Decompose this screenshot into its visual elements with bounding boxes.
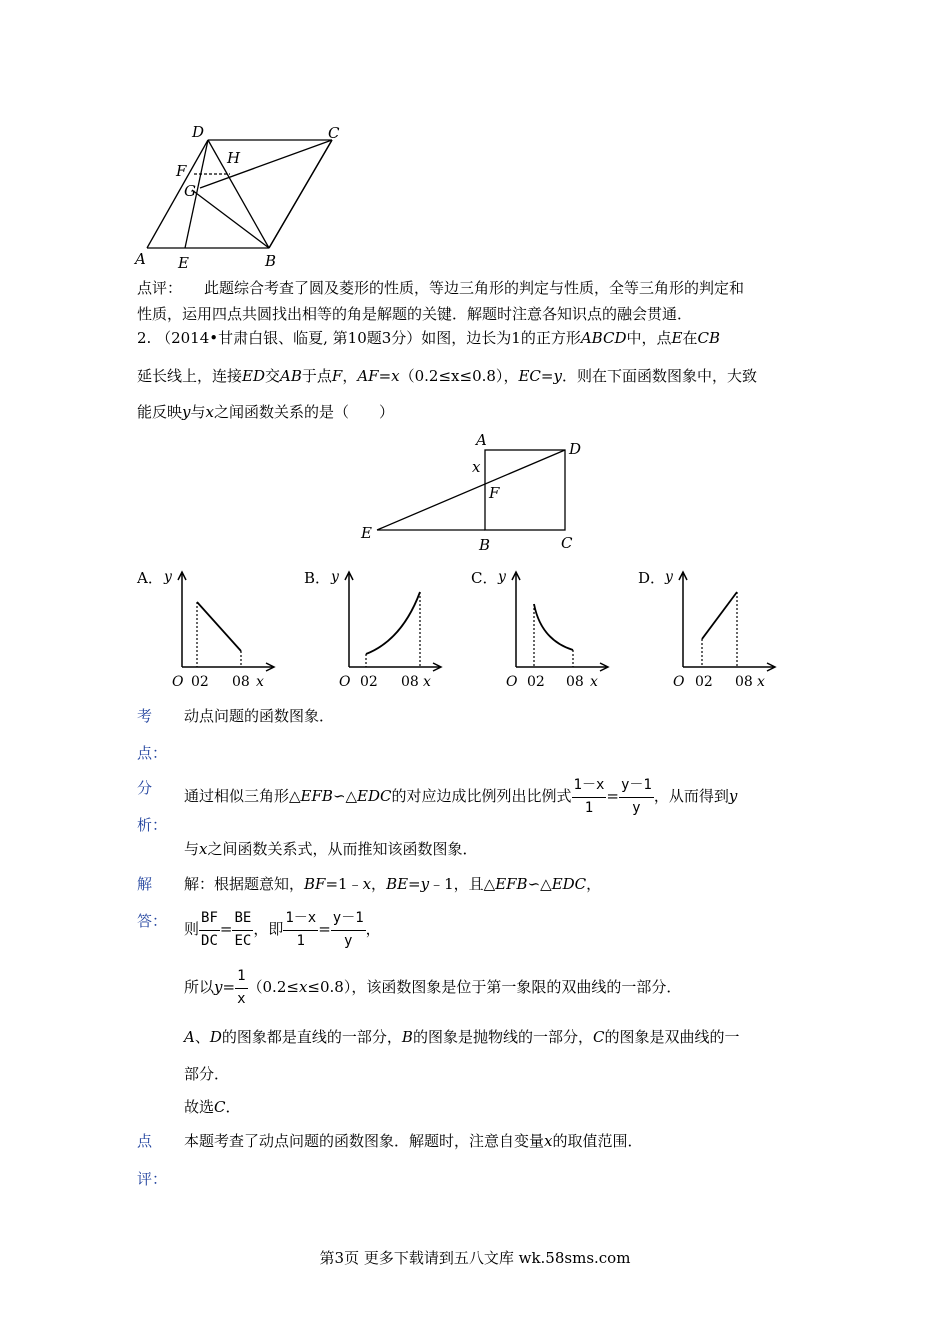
fx-text: 的对应边成比例列出比例式 <box>391 787 572 805</box>
jieda-label-1: 解 <box>137 875 153 893</box>
jd-text: 的图象是抛物线的一部分， <box>412 1028 593 1046</box>
q-text: 中，点 <box>626 329 672 347</box>
label-B: B <box>479 536 491 554</box>
jd-text: 的图象是双曲线的一 <box>604 1028 740 1046</box>
jd-text: 所以 <box>184 978 215 996</box>
jd-text: ， <box>586 875 602 893</box>
prev-comment-line1 <box>137 277 744 298</box>
fraction <box>331 911 366 949</box>
jd-eq: = <box>219 920 233 938</box>
jd-text: ∽△ <box>527 875 552 893</box>
kaodian-label-1: 考 <box>137 707 153 725</box>
q-e: E <box>671 329 683 347</box>
fraction <box>283 911 318 949</box>
option-b-graph <box>302 562 452 692</box>
jieda-line5: 部分． <box>184 1065 230 1083</box>
q-x: x <box>391 367 400 385</box>
fraction <box>572 778 607 816</box>
prev-comment-label: 点评： <box>137 279 183 297</box>
label-C: C <box>328 124 340 142</box>
jd-text: ﹣1，且△ <box>429 875 496 893</box>
square-figure <box>355 428 595 556</box>
option-letter: B． <box>304 569 331 587</box>
tick-08: 08 <box>401 674 419 690</box>
jd-text: 的图象都是直线的一部分， <box>221 1028 402 1046</box>
q-y: y <box>182 403 191 421</box>
label-A: A <box>135 250 146 268</box>
origin-label: O <box>506 674 518 690</box>
jd-b: B <box>401 1028 413 1046</box>
q-y: y <box>553 367 562 385</box>
q-cb: CB <box>697 329 720 347</box>
question-source: （2014•甘肃白银、临夏, 第10题3分） <box>156 329 422 347</box>
prev-comment-line2: 性质，运用四点共圆找出相等的角是解题的关键．解题时注意各知识点的融会贯通． <box>137 305 693 323</box>
axis-x-label: x <box>256 674 264 690</box>
q-text: 于点 <box>301 367 332 385</box>
dp-text: 的取值范围． <box>552 1132 643 1150</box>
label-D: D <box>569 440 582 458</box>
axis-y-label: y <box>331 569 339 585</box>
fraction-num: BF <box>199 911 220 930</box>
jd-c: C <box>592 1028 605 1046</box>
jd-efb: EFB <box>495 875 528 893</box>
q-eq: = <box>540 367 554 385</box>
fx-text: ，从而得到 <box>653 787 729 805</box>
q-ed: ED <box>242 367 265 385</box>
q-text: 与 <box>190 403 206 421</box>
fx-x: x <box>199 840 208 858</box>
jieda-line3 <box>184 962 681 1012</box>
jd-text: ， <box>371 875 387 893</box>
jd-text: ，即 <box>253 920 284 938</box>
option-letter: A． <box>137 569 163 587</box>
fx-edc: EDC <box>357 787 392 805</box>
label-C: C <box>561 534 573 552</box>
dp-text: 本题考查了动点问题的函数图象．解题时，注意自变量 <box>184 1132 545 1150</box>
fraction <box>235 969 247 1007</box>
label-F: F <box>489 484 500 502</box>
fraction-den: 1 <box>296 932 305 949</box>
jd-bf: BF <box>304 875 326 893</box>
fraction-den: y <box>632 799 641 816</box>
axis-x-label: x <box>757 674 765 690</box>
q-text: ， <box>503 367 519 385</box>
fraction-den: y <box>343 932 353 949</box>
label-A: A <box>476 431 487 449</box>
fenxi-label-2: 析： <box>137 816 168 834</box>
option-c-graph <box>469 562 619 692</box>
page-footer: 第3页 更多下载请到五八文库 wk.58sms.com <box>319 1249 631 1267</box>
fenxi-line1 <box>184 770 737 822</box>
dianping-label-2: 评： <box>137 1170 168 1188</box>
fx-y: y <box>728 787 738 805</box>
dianping-text <box>184 1130 643 1151</box>
option-a-graph <box>135 562 285 692</box>
q-sq: ABCD <box>580 329 627 347</box>
origin-label: O <box>673 674 685 690</box>
question-line1 <box>137 327 720 348</box>
jd-text: ≤0.8），该函数图象是位于第一象限的双曲线的一部分． <box>307 978 682 996</box>
q-text: ， <box>342 367 358 385</box>
fenxi-label-1: 分 <box>137 779 153 797</box>
fraction-den: EC <box>234 932 252 949</box>
jieda-label-2: 答： <box>137 912 168 930</box>
q-text: 延长线上，连接 <box>137 367 243 385</box>
rhombus-figure <box>130 120 360 280</box>
q-text: 能反映 <box>137 403 183 421</box>
fraction-num: y－1 <box>619 778 654 797</box>
label-H: H <box>227 149 241 167</box>
fx-text: ∽△ <box>332 787 358 805</box>
jd-text: 解：根据题意知， <box>184 875 305 893</box>
fx-text: 通过相似三角形△ <box>184 787 301 805</box>
axis-y-label: y <box>164 569 172 585</box>
fraction-num: 1－x <box>572 778 607 797</box>
fx-eq: = <box>606 787 619 805</box>
fx-efb: EFB <box>300 787 333 805</box>
q-f: F <box>331 367 343 385</box>
label-F: F <box>176 162 187 180</box>
label-x: x <box>472 458 481 476</box>
jd-d: D <box>209 1028 222 1046</box>
fraction-den: DC <box>201 932 218 949</box>
jieda-line1 <box>184 873 601 894</box>
fraction-den: x <box>237 990 246 1007</box>
q-text: 如图，边长为1的正方形 <box>421 329 581 347</box>
jieda-line2 <box>184 904 381 954</box>
jd-x: x <box>362 875 372 893</box>
q-ab: AB <box>280 367 302 385</box>
jd-c: C <box>214 1098 226 1116</box>
jd-y: y <box>420 875 430 893</box>
q-range: （0.2≤x≤0.8） <box>399 367 504 385</box>
jd-text: 故选 <box>184 1098 215 1116</box>
tick-02: 02 <box>360 674 378 690</box>
fraction-num: BE <box>232 911 253 930</box>
kaodian-text: 动点问题的函数图象． <box>184 707 335 725</box>
dianping-label-1: 点 <box>137 1132 153 1150</box>
jd-be: BE <box>386 875 409 893</box>
label-E: E <box>178 254 189 272</box>
fraction-num: 1－x <box>283 911 318 930</box>
jd-text: =1﹣ <box>325 875 363 893</box>
tick-08: 08 <box>566 674 584 690</box>
axis-y-label: y <box>498 569 506 585</box>
jd-text: （0.2≤ <box>247 978 299 996</box>
tick-08: 08 <box>232 674 250 690</box>
jd-edc: EDC <box>551 875 587 893</box>
label-E: E <box>361 524 372 542</box>
option-letter: D． <box>638 569 666 587</box>
fraction-num: 1 <box>235 969 247 988</box>
tick-02: 02 <box>191 674 209 690</box>
option-d-graph <box>636 562 786 692</box>
jd-text: = <box>222 978 236 996</box>
question-line3 <box>137 401 394 422</box>
tick-02: 02 <box>527 674 545 690</box>
label-G: G <box>184 182 196 200</box>
axis-x-label: x <box>423 674 431 690</box>
q-af: AF <box>357 367 379 385</box>
fx-text: 之间函数关系式，从而推知该函数图象． <box>207 840 478 858</box>
q-ec: EC <box>518 367 541 385</box>
q-eq: = <box>378 367 392 385</box>
tick-08: 08 <box>735 674 753 690</box>
fraction <box>232 911 253 949</box>
jd-a: A <box>184 1028 195 1046</box>
jd-x: x <box>298 978 308 996</box>
fraction-num: y－1 <box>331 911 366 930</box>
jieda-line6 <box>184 1096 241 1117</box>
fenxi-line2 <box>184 838 478 859</box>
label-B: B <box>265 252 277 270</box>
axis-y-label: y <box>665 569 673 585</box>
jd-text: 、 <box>194 1028 210 1046</box>
jd-eq: = <box>318 920 331 938</box>
axis-x-label: x <box>590 674 598 690</box>
tick-02: 02 <box>695 674 713 690</box>
fraction <box>199 911 220 949</box>
jieda-line4 <box>184 1026 739 1047</box>
question-number: 2. <box>137 329 152 347</box>
jd-text: ， <box>365 920 381 938</box>
prev-comment-text1: 此题综合考查了圆及菱形的性质，等边三角形的判定与性质，全等三角形的判定和 <box>204 279 745 297</box>
label-D: D <box>192 123 205 141</box>
q-text: 之闻函数关系的是（ ） <box>213 403 394 421</box>
q-text: ．则在下面函数图象中，大致 <box>561 367 757 385</box>
fraction-den: 1 <box>584 799 594 816</box>
question-line2 <box>137 365 757 386</box>
fraction <box>619 778 654 816</box>
q-x: x <box>205 403 214 421</box>
jd-text: 则 <box>184 920 200 938</box>
origin-label: O <box>172 674 184 690</box>
jd-text: ． <box>225 1098 241 1116</box>
kaodian-label-2: 点： <box>137 744 168 762</box>
jd-text: = <box>408 875 421 893</box>
fx-text: 与 <box>184 840 200 858</box>
dp-x: x <box>544 1132 553 1150</box>
option-letter: C． <box>471 569 498 587</box>
jd-y: y <box>214 978 223 996</box>
q-text: 在 <box>682 329 698 347</box>
origin-label: O <box>339 674 351 690</box>
q-text: 交 <box>265 367 281 385</box>
